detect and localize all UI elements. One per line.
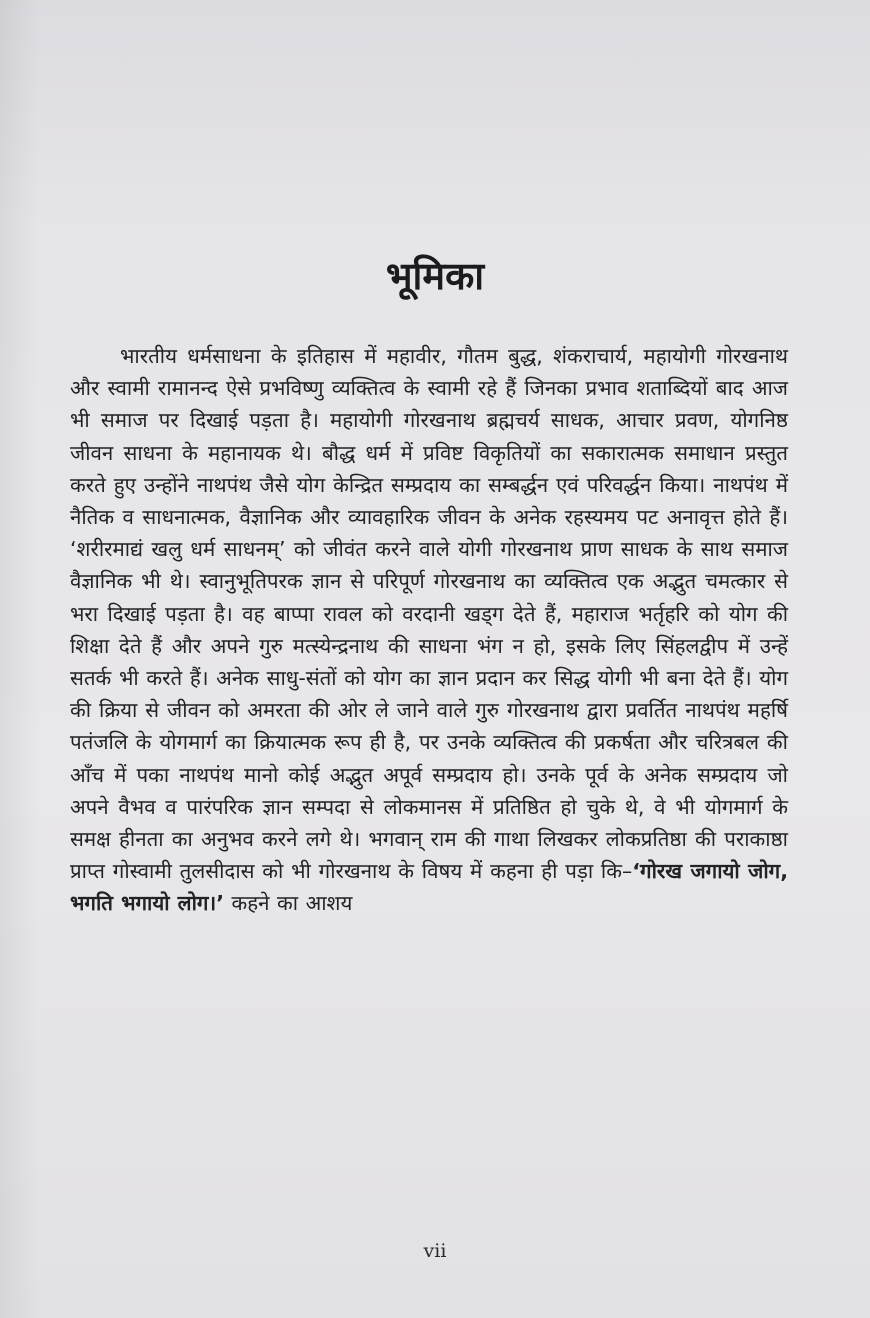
paragraph-main-text: भारतीय धर्मसाधना के इतिहास में महावीर, गौतम बुद्ध, शंकराचार्य, महायोगी गोरखनाथ और स्वामी रामानन्द ऐसे प्रभविष्णु व्यक्तित्व के स्वामी रहे हैं जिनका प्रभाव शताब्दियों बाद आज भी समाज पर दिखाई पड़ता है। महायोगी गोरखनाथ ब्रह्मचर्य साधक, आचार प्रवण, योगनिष्ठ जीवन साधना के महानायक थे। बौद्ध धर्म में प्रविष्ट विकृतियों का सकारात्मक समाधान प्रस्तुत करते हुए उन्होंने नाथपंथ जैसे योग केन्द्रित सम्प्रदाय का सम्बर्द्धन एवं परिवर्द्धन किया। नाथपंथ में नैतिक व साधनात्मक, वैज्ञानिक और व्यावहारिक जीवन के अनेक रहस्यमय पट अनावृत्त होते हैं। ‘शरीरमाद्यं खलु धर्म साधनम्’ को जीवंत करने वाले योगी गोरखनाथ प्राण साधक के साथ समाज वैज्ञानिक भी थे। स्वानुभूतिपरक ज्ञान से परिपूर्ण गोरखनाथ का व्यक्तित्व एक अद्भुत चमत्कार से भरा दिखाई पड़ता है। वह बाप्पा रावल को वरदानी खड्ग देते हैं, महाराज भर्तृहरि को योग की शिक्षा देते हैं और अपने गुरु मत्स्येन्द्रनाथ की साधना भंग न हो, इसके लिए सिंहलद्वीप में उन्हें सतर्क भी करते हैं। अनेक साधु-संतों को योग का ज्ञान प्रदान कर सिद्ध योगी भी बना देते हैं। योग की क्रिया से जीवन को अमरता की ओर ले जाने वाले गुरु गोरखनाथ द्वारा प्रवर्तित नाथपंथ महर्षि पतंजलि के योगमार्ग का क्रियात्मक रूप ही है, पर उनके व्यक्तित्व की प्रकर्षता और चरित्रबल की आँच में पका नाथपंथ मानो कोई अद्भुत अपूर्व सम्प्रदाय हो। उनके पूर्व के अनेक सम्प्रदाय जो अपने वैभव व पारंपरिक ज्ञान सम्पदा से लोकमानस में प्रतिष्ठित हो चुके थे, वे भी योगमार्ग के समक्ष हीनता का अनुभव करने लगे थे। भगवान् राम की गाथा लिखकर लोकप्रतिष्ठा की पराकाष्ठा प्राप्त गोस्वामी तुलसीदास को भी गोरखनाथ के विषय में कहना ही पड़ा कि–	[70, 344, 788, 884]
paragraph-tail-text: कहने का आशय	[224, 891, 353, 916]
body-paragraph	[70, 340, 788, 920]
bold-quote: ‘गोरख जगायो जोग, भगति भगायो लोग।’	[70, 859, 788, 916]
page-title: भूमिका	[385, 254, 485, 298]
page-number: vii	[423, 1240, 447, 1262]
